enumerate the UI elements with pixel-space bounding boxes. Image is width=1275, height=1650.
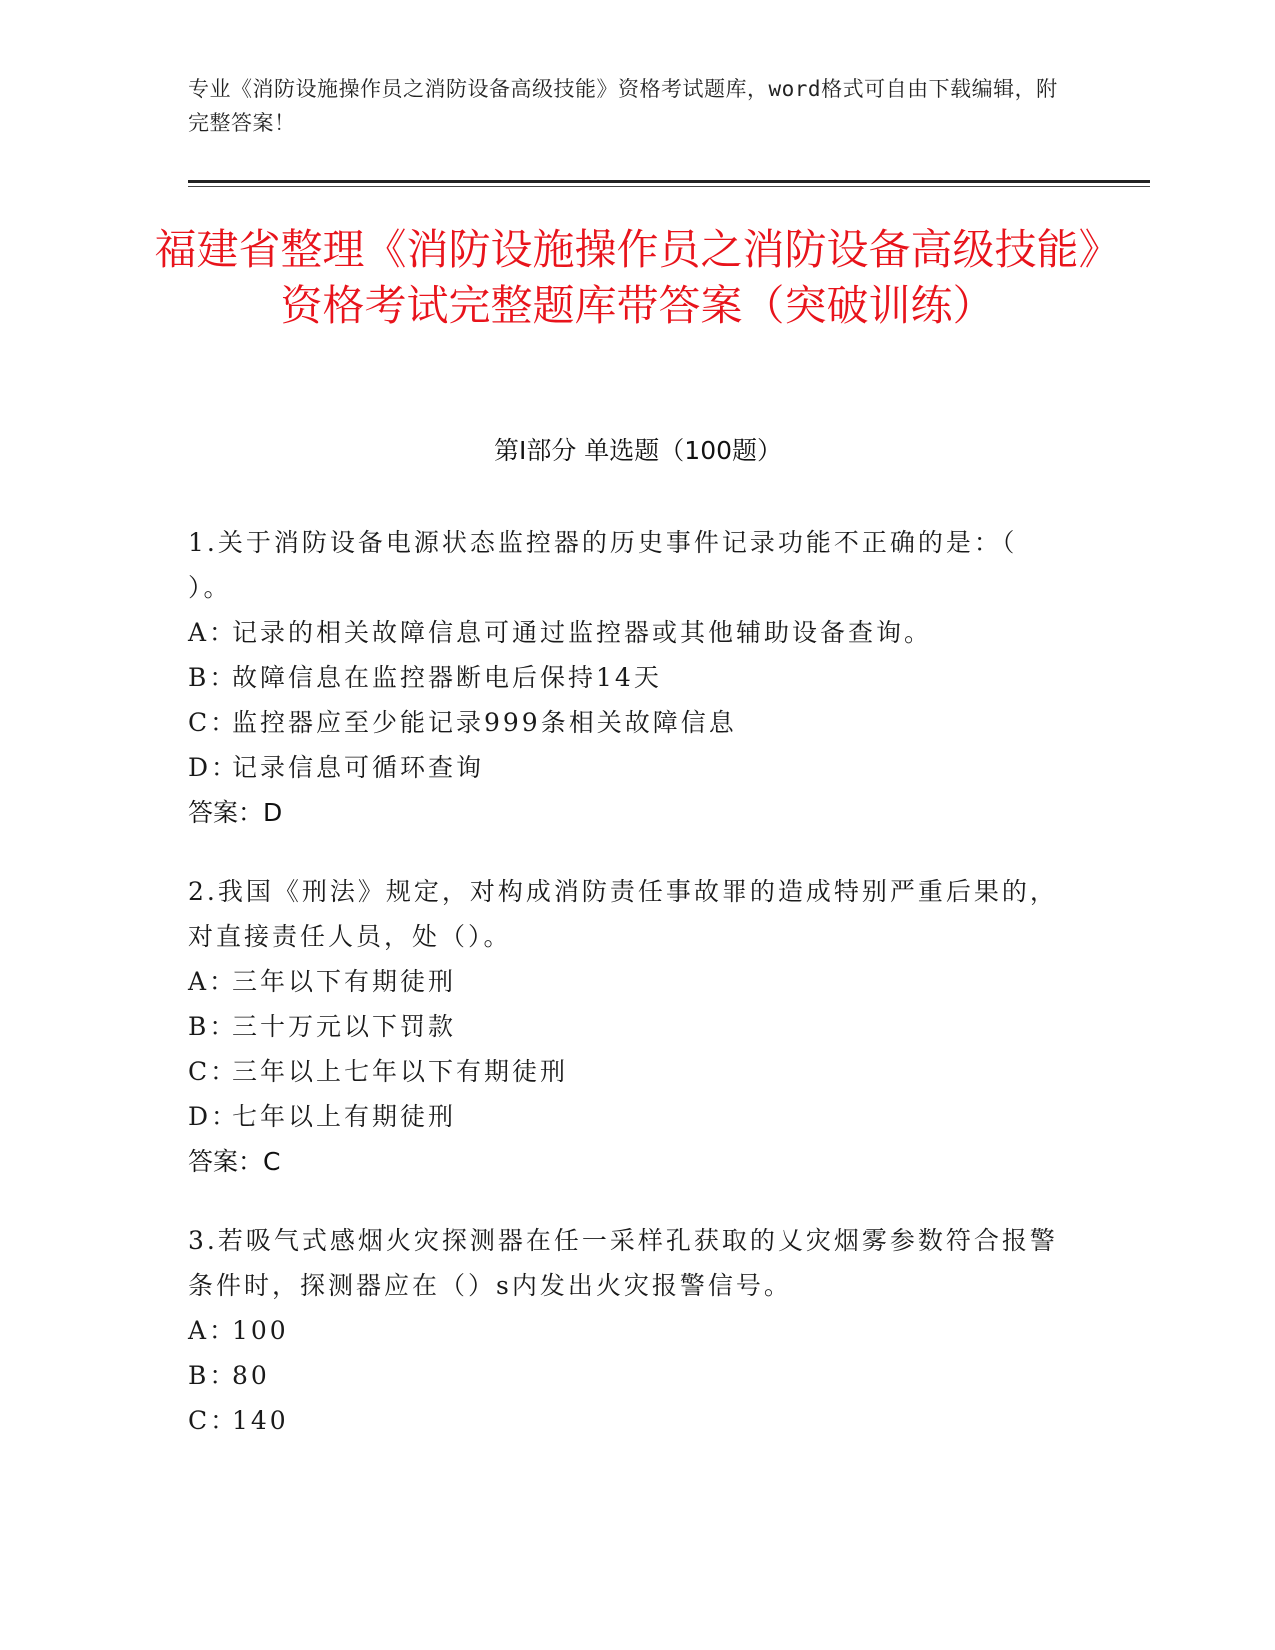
question-stem: 1.关于消防设备电源状态监控器的历史事件记录功能不正确的是：（ ）。 [188, 528, 1018, 602]
option-a [188, 959, 1068, 1004]
option-text: 记录信息可循环查询 [232, 753, 485, 782]
section-title: 第Ⅰ部分 单选题（100题） [493, 436, 783, 465]
question-1 [188, 520, 1068, 835]
option-text: 三年以下有期徒刑 [232, 967, 457, 996]
answer-line: 答案：D [188, 798, 283, 827]
option-key: C： [188, 708, 239, 737]
option-b [188, 655, 1068, 700]
option-text: 140 [232, 1406, 289, 1435]
option-key: A： [188, 967, 238, 996]
option-key: B： [188, 1361, 238, 1390]
option-d [188, 1094, 1068, 1139]
header-divider-thick [188, 180, 1150, 183]
document-title: 福建省整理《消防设施操作员之消防设备高级技能》资格考试完整题库带答案（突破训练） [154, 225, 1121, 330]
option-c [188, 700, 1068, 745]
header-divider-thin [188, 186, 1150, 187]
option-b [188, 1004, 1068, 1049]
option-c [188, 1398, 1068, 1443]
header-note: 专业《消防设施操作员之消防设备高级技能》资格考试题库，word格式可自由下载编辑，附完整答案！ [188, 77, 1058, 135]
option-d [188, 745, 1068, 790]
question-3 [188, 1218, 1068, 1443]
question-stem: 3.若吸气式感烟火灾探测器在任一采样孔获取的乂灾烟雾参数符合报警条件时，探测器应在（）s内发出火灾报警信号。 [188, 1226, 1058, 1300]
option-text: 记录的相关故障信息可通过监控器或其他辅助设备查询。 [232, 618, 933, 647]
option-text: 监控器应至少能记录999条相关故障信息 [232, 708, 737, 737]
option-key: D： [188, 753, 240, 782]
option-key: B： [188, 1012, 238, 1041]
option-a [188, 1308, 1068, 1353]
option-text: 七年以上有期徒刑 [232, 1102, 457, 1131]
question-2 [188, 869, 1068, 1184]
option-a [188, 610, 1068, 655]
option-key: B： [188, 663, 238, 692]
option-text: 三十万元以下罚款 [232, 1012, 457, 1041]
answer-line: 答案：C [188, 1147, 281, 1176]
option-text: 80 [232, 1361, 270, 1390]
option-text: 100 [232, 1316, 289, 1345]
option-key: D： [188, 1102, 240, 1131]
option-text: 三年以上七年以下有期徒刑 [232, 1057, 569, 1086]
option-key: C： [188, 1406, 239, 1435]
option-c [188, 1049, 1068, 1094]
option-key: C： [188, 1057, 239, 1086]
option-b [188, 1353, 1068, 1398]
option-key: A： [188, 1316, 238, 1345]
option-key: A： [188, 618, 238, 647]
option-text: 故障信息在监控器断电后保持14天 [232, 663, 662, 692]
question-stem: 2.我国《刑法》规定，对构成消防责任事故罪的造成特别严重后果的，对直接责任人员，处（）。 [188, 877, 1058, 951]
question-list [188, 520, 1068, 1477]
